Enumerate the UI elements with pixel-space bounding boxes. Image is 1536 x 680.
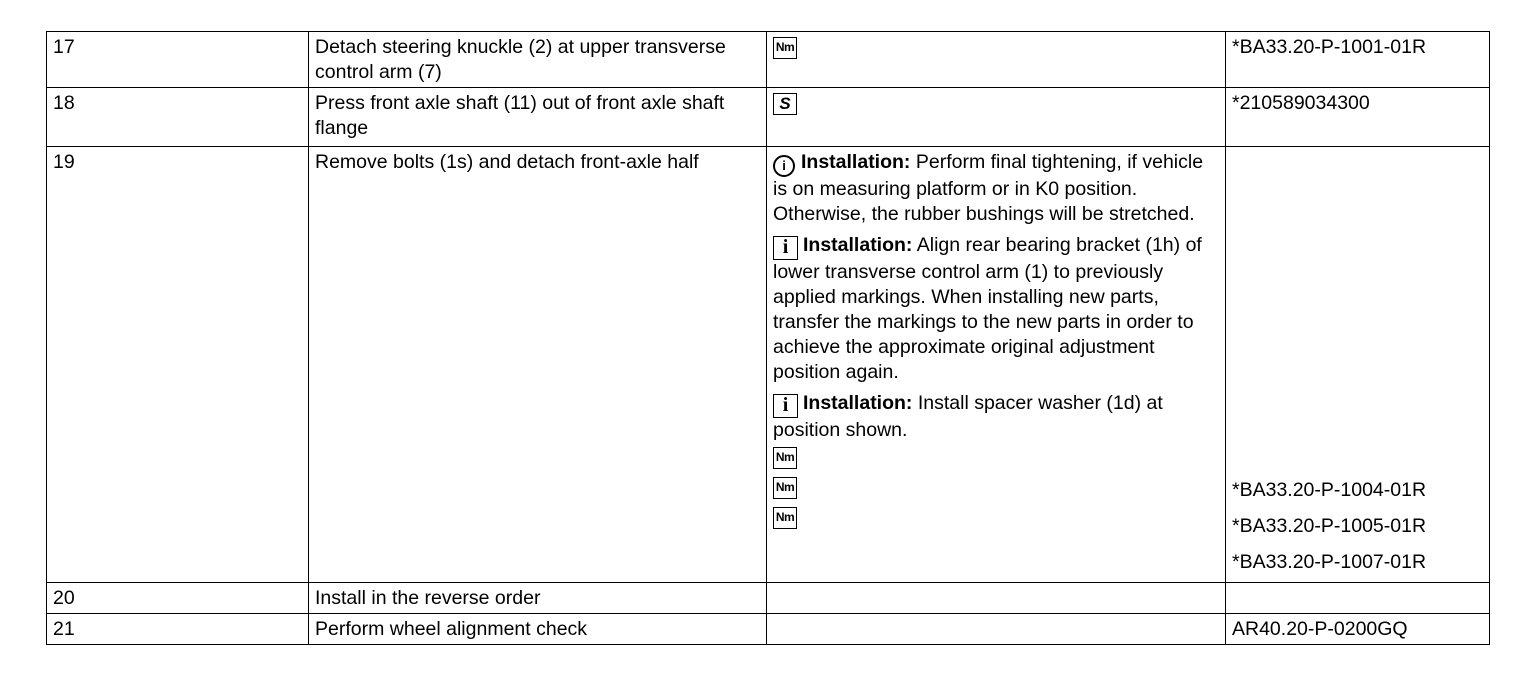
procedure-table: [46, 31, 1490, 645]
installation-note: [773, 391, 1219, 443]
step-icons: [767, 32, 1226, 88]
table-row: [47, 88, 1490, 147]
installation-note: [773, 150, 1219, 227]
table-row: [47, 614, 1490, 645]
step-notes: [767, 147, 1226, 583]
step-reference[interactable]: *BA33.20-P-1001-01R: [1226, 32, 1490, 88]
step-reference[interactable]: *BA33.20-P-1005-01R: [1232, 514, 1427, 537]
step-number: 18: [47, 88, 309, 147]
note-text: Install spacer washer (1d) at position shown.: [773, 392, 1163, 441]
note-label: Installation:: [803, 234, 913, 256]
table-row: [47, 583, 1490, 614]
step-number: 17: [47, 32, 309, 88]
step-text: Detach steering knuckle (2) at upper transverse control arm (7): [309, 32, 767, 88]
step-reference[interactable]: *BA33.20-P-1004-01R: [1232, 478, 1427, 501]
torque-nm-icon: Nm: [773, 507, 797, 529]
torque-nm-icon: Nm: [773, 447, 797, 469]
torque-nm-icon: Nm: [773, 37, 797, 59]
instruction-circle-icon: i: [773, 155, 795, 177]
step-icons: [767, 88, 1226, 147]
step-references: [1226, 147, 1490, 583]
table-row: [47, 32, 1490, 88]
special-tool-icon: S: [773, 93, 797, 115]
step-text: Perform wheel alignment check: [309, 614, 767, 645]
note-text: Align rear bearing bracket (1h) of lower transverse control arm (1) to previously applied markings. When installing new parts, transfer the markings to the new parts in order to achieve the approximate original adjustment position again.: [773, 234, 1202, 383]
info-icon: i: [773, 236, 798, 260]
table-row: [47, 147, 1490, 583]
note-label: Installation:: [801, 151, 911, 173]
info-icon: i: [773, 394, 798, 418]
note-text: Perform final tightening, if vehicle is on measuring platform or in K0 position. Otherwise, the rubber bushings will be stretched.: [773, 151, 1204, 225]
step-number: 21: [47, 614, 309, 645]
installation-note: [773, 233, 1219, 385]
step-number: 20: [47, 583, 309, 614]
step-number: 19: [47, 147, 309, 583]
step-reference: [1226, 583, 1490, 614]
step-reference[interactable]: *210589034300: [1226, 88, 1490, 147]
step-icons: [767, 583, 1226, 614]
step-text: Remove bolts (1s) and detach front-axle half: [309, 147, 767, 583]
step-text: Install in the reverse order: [309, 583, 767, 614]
spacer: [1232, 150, 1483, 472]
note-label: Installation:: [803, 392, 913, 414]
step-text: Press front axle shaft (11) out of front axle shaft flange: [309, 88, 767, 147]
torque-line: [773, 443, 1219, 473]
torque-line: [773, 503, 1219, 533]
torque-nm-icon: Nm: [773, 477, 797, 499]
step-reference[interactable]: AR40.20-P-0200GQ: [1226, 614, 1490, 645]
torque-line: [773, 473, 1219, 503]
step-icons: [767, 614, 1226, 645]
step-reference[interactable]: *BA33.20-P-1007-01R: [1232, 550, 1427, 573]
